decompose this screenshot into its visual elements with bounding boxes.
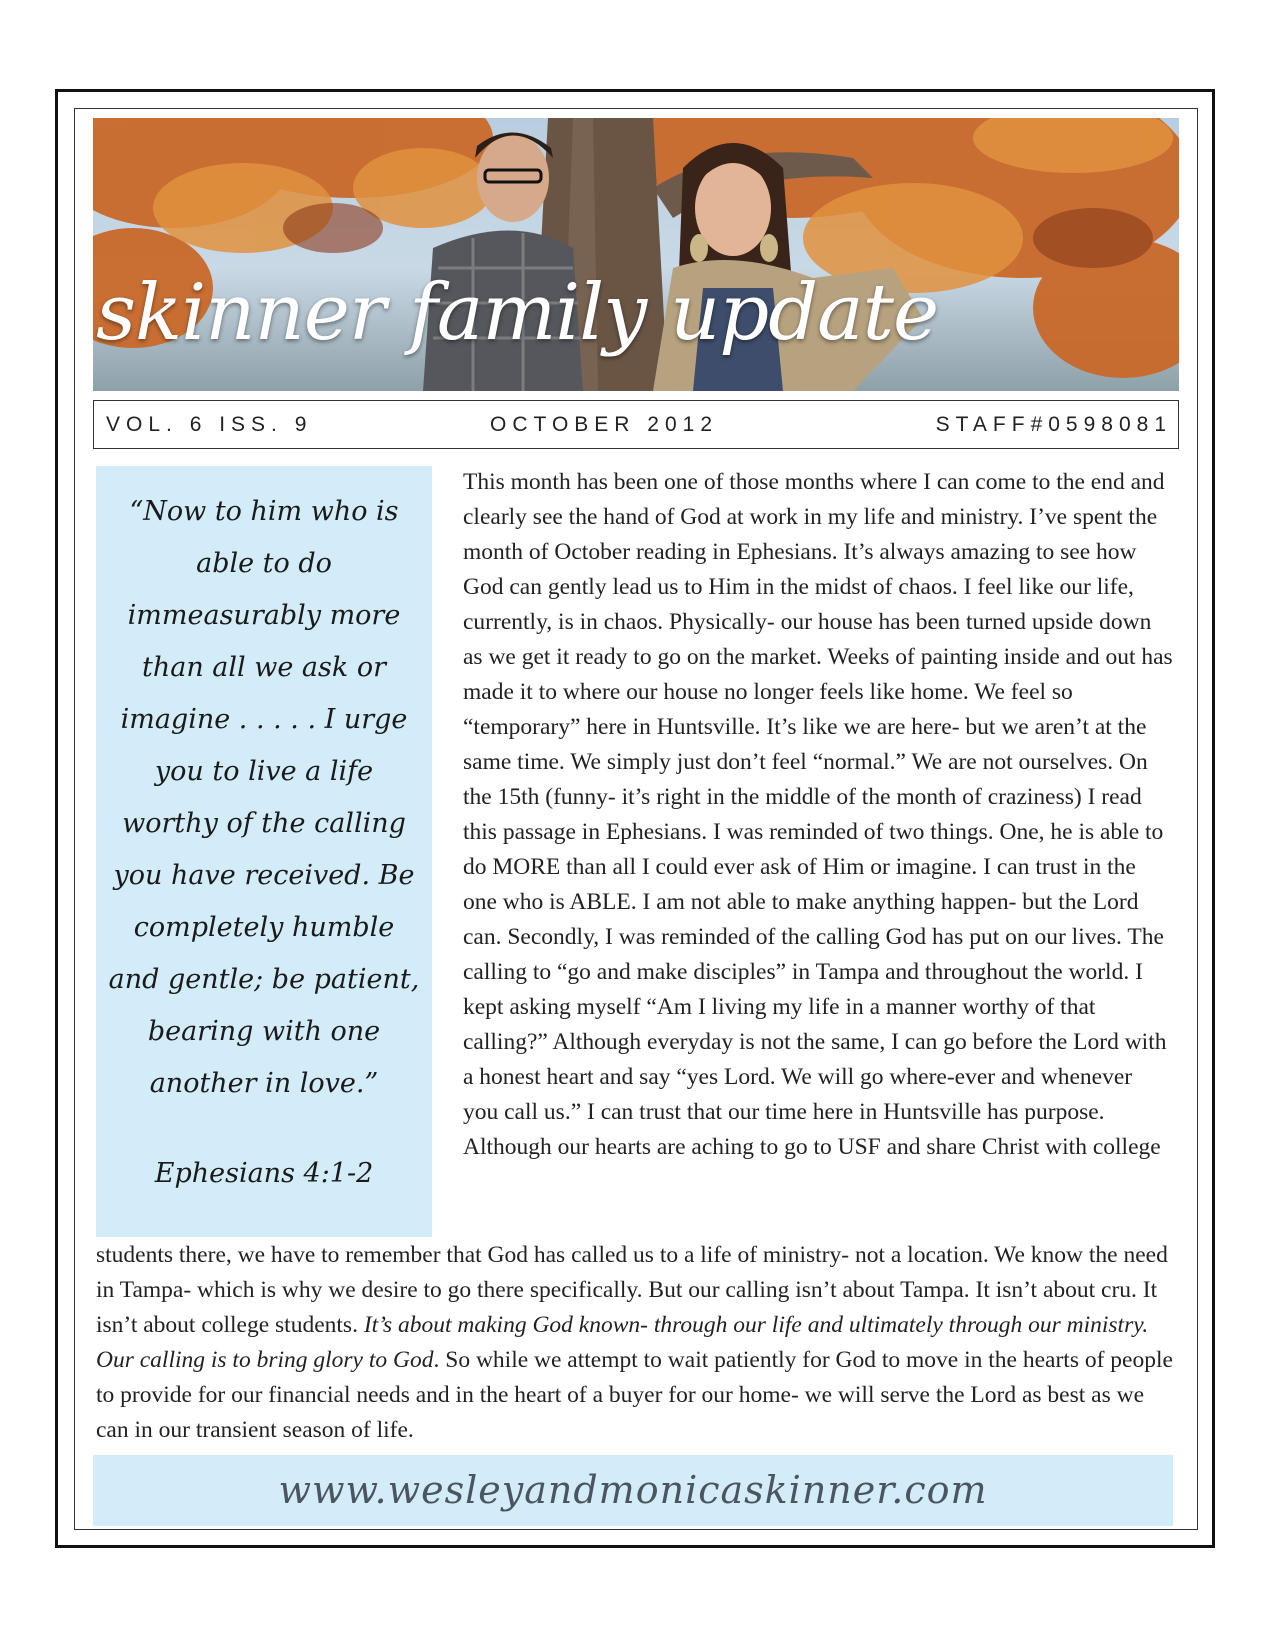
- issue-info-bar: [93, 400, 1179, 449]
- article-column: [463, 465, 1173, 1165]
- article-wide: [96, 1238, 1176, 1448]
- article-emphasis: It’s about making God known- through our life and ultimately through our ministry. Our calling is to bring glory to God: [96, 1312, 1149, 1373]
- issue-volume: VOL. 6 ISS. 9: [106, 413, 313, 436]
- issue-date: OCTOBER 2012: [490, 413, 719, 436]
- footer-bar: [93, 1455, 1173, 1526]
- article-text-end: . So while we attempt to wait patiently for God to move in the hearts of people to provide for our financial needs and in the heart of a buyer for our home- we will serve the Lord as best as we can in our transient season of life.: [96, 1347, 1173, 1443]
- scripture-reference: Ephesians 4:1-2: [154, 1158, 374, 1189]
- masthead-title: skinner family update: [96, 268, 939, 358]
- article-paragraph-wide: [96, 1238, 1176, 1448]
- article-paragraph-column: This month has been one of those months where I can come to the end and clearly see the hand of God at work in my life and ministry. I’ve spent the month of October reading in Ephesians. It’s always amazing to see how God can gently lead us to Him in the midst of chaos. I feel like our life, currently, is in chaos. Physically- our house has been turned upside down as we get it ready to go on the market. Weeks of painting inside and out has made it to where our house no longer feels like home. We feel so “temporary” here in Huntsville. It’s like we are here- but we aren’t at the same time. We simply just don’t feel “normal.” We are not ourselves. On the 15th (funny- it’s right in the middle of the month of craziness) I read this passage in Ephesians. I was reminded of two things. One, he is able to do MORE than all I could ever ask of Him or imagine. I can trust in the one who is ABLE. I am not able to make anything happen- but the Lord can. Secondly, I was reminded of the calling God has put on our lives. The calling to “go and make disciples” in Tampa and throughout the world. I kept asking myself “Am I living my life in a manner worthy of that calling?” Although everyday is not the same, I can go before the Lord with a honest heart and say “yes Lord. We will go where-ever and whenever you call us.” I can trust that our time here in Huntsville has purpose. Although our hearts are aching to go to USF and share Christ with college: [463, 469, 1173, 1160]
- scripture-sidebar: [96, 466, 432, 1237]
- website-url[interactable]: www.wesleyandmonicaskinner.com: [278, 1468, 988, 1512]
- staff-number: STAFF#0598081: [935, 413, 1172, 436]
- article-text-start: students there, we have to remember that God has called us to a life of ministry- not a location. We know the need in Tampa- which is why we desire to go there specifically. But our calling isn’t about Tampa. It isn’t about cru. It isn’t about college students.: [96, 1242, 1168, 1338]
- scripture-verse: “Now to him who is able to do immeasurably more than all we ask or imagine . . . . . I urge you to live a life worthy of the calling you have received. Be completely humble and gentle; be patient, bearing with one another in love.”: [108, 496, 420, 1099]
